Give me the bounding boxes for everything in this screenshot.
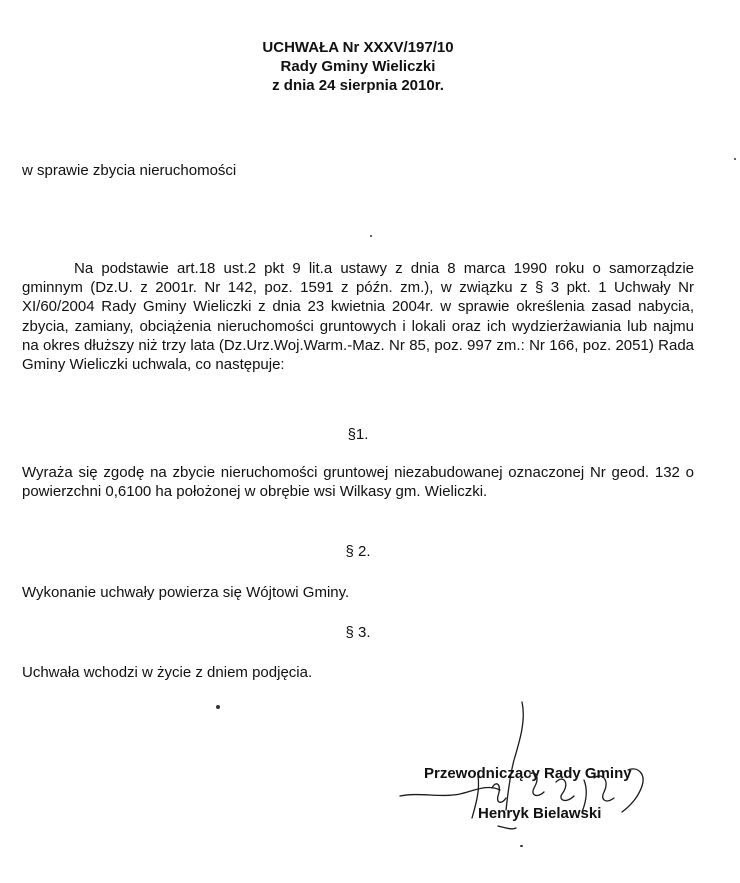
scan-speck	[520, 845, 523, 847]
section-3-mark: § 3.	[345, 624, 371, 641]
preamble-paragraph: Na podstawie art.18 ust.2 pkt 9 lit.a ustawy z dnia 8 marca 1990 roku o samorządzie gminnym (Dz.U. z 2001r. Nr 142, poz. 1591 z późn. zm.), w związku z § 3 pkt. 1 Uchwały Nr XI/60/2004 Rady Gminy Wieliczki z dnia 23 kwietnia 2004r. w sprawie określenia zasad nabycia, zbycia, zamiany, obciążenia nieruchomości gruntowych i lokali oraz ich wydzierżawiania lub najmu na okres dłuższy niż trzy lata (Dz.Urz.Woj.Warm.-Maz. Nr 85, poz. 997 zm.: Nr 166, poz. 2051) Rada Gminy Wieliczki uchwala, co następuje:	[22, 260, 694, 374]
resolution-date: z dnia 24 sierpnia 2010r.	[272, 77, 444, 94]
signatory-name: Henryk Bielawski	[478, 805, 602, 822]
section-1-mark: §1.	[347, 426, 369, 443]
council-name: Rady Gminy Wieliczki	[280, 58, 436, 75]
section-2-text: Wykonanie uchwały powierza się Wójtowi Gminy.	[22, 584, 350, 601]
section-3-text: Uchwała wchodzi w życie z dniem podjęcia.	[22, 664, 313, 681]
resolution-number: UCHWAŁA Nr XXXV/197/10	[262, 39, 454, 56]
resolution-header	[0, 38, 716, 95]
resolution-subject: w sprawie zbycia nieruchomości	[22, 162, 237, 179]
signatory-title: Przewodniczący Rady Gminy	[424, 765, 632, 782]
scan-speck	[216, 705, 220, 709]
section-1-text: Wyraża się zgodę na zbycie nieruchomości gruntowej niezabudowanej oznaczonej Nr geod. 132 o powierzchni 0,6100 ha położonej w obrębie wsi Wilkasy gm. Wieliczki.	[22, 464, 694, 501]
section-2-mark: § 2.	[345, 543, 371, 560]
scan-speck	[370, 235, 372, 237]
scan-speck	[734, 158, 736, 160]
